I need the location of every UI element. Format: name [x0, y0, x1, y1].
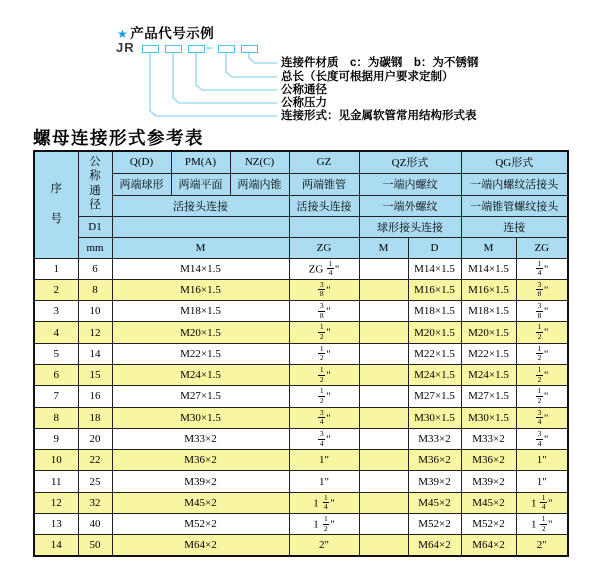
cell-qg_zg: $\frac{3}{8}$ "	[516, 301, 568, 322]
cell-qg_m: M33×2	[461, 428, 516, 449]
cell-m: M36×2	[112, 450, 289, 471]
cell-dn: 25	[78, 471, 112, 492]
cell-qz_m	[359, 450, 408, 471]
cell-qg_zg: 2"	[516, 535, 568, 556]
cell-qz_d: M14×1.5	[408, 258, 461, 279]
cell-qz_d: M52×2	[408, 514, 461, 535]
cell-qg_zg: $\frac{3}{4}$ "	[516, 428, 568, 449]
cell-qz_m	[359, 343, 408, 364]
table-title: 螺母连接形式参考表	[33, 128, 204, 148]
cell-m: M20×1.5	[112, 322, 289, 343]
header-type-q: Q(D)	[112, 151, 171, 173]
cell-dn: 8	[78, 279, 112, 300]
cell-dn: 18	[78, 407, 112, 428]
header-conn-qg-taper: 一端锥管螺纹接头	[461, 195, 568, 216]
cell-m: M14×1.5	[112, 258, 289, 279]
cell-qz_d: M64×2	[408, 535, 461, 556]
cell-m: M22×1.5	[112, 343, 289, 364]
table-row	[34, 322, 568, 343]
cell-qg_zg: 1 $\frac{1}{4}$ "	[516, 492, 568, 513]
cell-no: 5	[34, 343, 78, 364]
table-row	[34, 471, 568, 492]
table-header	[34, 151, 568, 258]
cell-qg_zg: $\frac{3}{8}$ "	[516, 279, 568, 300]
code-prefix: JR	[116, 40, 135, 55]
cell-gz: $\frac{1}{2}$ "	[289, 343, 359, 364]
cell-no: 9	[34, 428, 78, 449]
diagram-heading	[117, 22, 214, 42]
cell-m: M64×2	[112, 535, 289, 556]
header-desc-qz: 一端内螺纹	[359, 173, 461, 195]
table-row	[34, 535, 568, 556]
cell-dn: 14	[78, 343, 112, 364]
cell-dn: 40	[78, 514, 112, 535]
cell-gz: $\frac{3}{4}$ "	[289, 407, 359, 428]
cell-no: 4	[34, 322, 78, 343]
cell-no: 11	[34, 471, 78, 492]
cell-qg_m: M24×1.5	[461, 364, 516, 385]
cell-dn: 22	[78, 450, 112, 471]
cell-m: M33×2	[112, 428, 289, 449]
table-row	[34, 364, 568, 385]
cell-qg_m: M52×2	[461, 514, 516, 535]
table-row	[34, 428, 568, 449]
cell-m: M45×2	[112, 492, 289, 513]
cell-m: M27×1.5	[112, 386, 289, 407]
header-d1: D1	[78, 216, 112, 237]
code-box-3	[188, 45, 205, 53]
cell-qz_d: M16×1.5	[408, 279, 461, 300]
header-unit-m-main: M	[112, 237, 289, 258]
cell-qg_m: M22×1.5	[461, 343, 516, 364]
code-box-1	[142, 45, 159, 53]
code-box-4	[218, 45, 235, 53]
cell-no: 10	[34, 450, 78, 471]
label-connection-form: 连接形式：见金属软管常用结构形式表	[281, 110, 477, 122]
cell-no: 14	[34, 535, 78, 556]
code-dash: –	[206, 39, 213, 54]
cell-gz: $\frac{1}{2}$ "	[289, 364, 359, 385]
cell-qg_zg: 1 $\frac{1}{2}$ "	[516, 514, 568, 535]
cell-no: 13	[34, 514, 78, 535]
cell-gz: $\frac{3}{8}$ "	[289, 301, 359, 322]
cell-gz: $\frac{1}{2}$ "	[289, 322, 359, 343]
cell-qz_m	[359, 258, 408, 279]
cell-dn: 12	[78, 322, 112, 343]
header-desc-pm: 两端平面	[171, 173, 230, 195]
nut-connection-table	[33, 150, 569, 557]
cell-qg_m: M14×1.5	[461, 258, 516, 279]
cell-m: M52×2	[112, 514, 289, 535]
cell-qg_m: M27×1.5	[461, 386, 516, 407]
header-type-nz: NZ(C)	[230, 151, 289, 173]
cell-qg_m: M16×1.5	[461, 279, 516, 300]
cell-qg_m: M30×1.5	[461, 407, 516, 428]
cell-qz_m	[359, 301, 408, 322]
header-type-gz: GZ	[289, 151, 359, 173]
cell-qz_d: M18×1.5	[408, 301, 461, 322]
header-nominal-diameter: 公称通径	[78, 151, 112, 216]
code-box-2	[165, 45, 182, 53]
cell-qg_zg: $\frac{1}{2}$ "	[516, 386, 568, 407]
diagram-heading-text: 产品代号示例	[130, 26, 215, 41]
table-row	[34, 386, 568, 407]
header-conn-union: 活接头连接	[112, 195, 289, 216]
cell-dn: 16	[78, 386, 112, 407]
table-row	[34, 258, 568, 279]
cell-qg_m: M20×1.5	[461, 322, 516, 343]
label-nominal-diameter: 公称通径	[281, 84, 327, 96]
cell-dn: 10	[78, 301, 112, 322]
header-desc-qg: 一端内螺纹活接头	[461, 173, 568, 195]
cell-m: M24×1.5	[112, 364, 289, 385]
cell-gz: 2"	[289, 535, 359, 556]
cell-qg_zg: $\frac{3}{4}$ "	[516, 407, 568, 428]
header-seq: 序号	[34, 151, 78, 258]
cell-qz_d: M27×1.5	[408, 386, 461, 407]
cell-qz_m	[359, 535, 408, 556]
cell-qg_zg: $\frac{1}{4}$ "	[516, 258, 568, 279]
cell-gz: $\frac{3}{8}$ "	[289, 279, 359, 300]
cell-gz: 1 $\frac{1}{4}$ "	[289, 492, 359, 513]
code-box-5	[241, 45, 258, 53]
header-desc-nz: 两端内锥	[230, 173, 289, 195]
cell-qz_d: M45×2	[408, 492, 461, 513]
cell-qz_m	[359, 322, 408, 343]
header-empty-gz	[289, 216, 359, 237]
header-unit-zg-qg: ZG	[516, 237, 568, 258]
table-row	[34, 343, 568, 364]
cell-m: M16×1.5	[112, 279, 289, 300]
cell-qz_m	[359, 407, 408, 428]
cell-no: 3	[34, 301, 78, 322]
cell-qz_m	[359, 471, 408, 492]
label-total-length: 总长（长度可根据用户要求定制）	[281, 71, 454, 83]
cell-gz: 1"	[289, 471, 359, 492]
cell-qg_zg: $\frac{1}{2}$ "	[516, 343, 568, 364]
cell-qz_m	[359, 386, 408, 407]
table-row	[34, 301, 568, 322]
star-icon: ★	[117, 27, 129, 41]
header-type-pm: PM(A)	[171, 151, 230, 173]
cell-qg_m: M36×2	[461, 450, 516, 471]
header-type-qg: QG形式	[461, 151, 568, 173]
cell-qg_m: M39×2	[461, 471, 516, 492]
table-row	[34, 514, 568, 535]
header-conn-qz-ball: 球形接头连接	[359, 216, 461, 237]
cell-qz_m	[359, 279, 408, 300]
header-conn-qg-conn: 连接	[461, 216, 568, 237]
label-nominal-pressure: 公称压力	[281, 97, 327, 109]
cell-qz_d: M20×1.5	[408, 322, 461, 343]
label-material: 连接件材质 c：为碳钢 b：为不锈钢	[281, 57, 479, 69]
table-row	[34, 407, 568, 428]
table-row	[34, 492, 568, 513]
cell-qz_m	[359, 428, 408, 449]
cell-no: 6	[34, 364, 78, 385]
cell-dn: 6	[78, 258, 112, 279]
header-unit-zg-gz: ZG	[289, 237, 359, 258]
cell-dn: 50	[78, 535, 112, 556]
cell-gz: ZG $\frac{1}{4}$ "	[289, 258, 359, 279]
cell-qz_d: M30×1.5	[408, 407, 461, 428]
header-empty-union	[112, 216, 289, 237]
cell-dn: 32	[78, 492, 112, 513]
header-unit-m-qg: M	[461, 237, 516, 258]
cell-m: M18×1.5	[112, 301, 289, 322]
cell-qz_d: M39×2	[408, 471, 461, 492]
cell-qg_m: M45×2	[461, 492, 516, 513]
cell-qg_m: M18×1.5	[461, 301, 516, 322]
cell-no: 1	[34, 258, 78, 279]
cell-qz_d: M22×1.5	[408, 343, 461, 364]
cell-qg_zg: $\frac{1}{2}$ "	[516, 322, 568, 343]
cell-dn: 20	[78, 428, 112, 449]
header-conn-gz: 活接头连接	[289, 195, 359, 216]
cell-qz_m	[359, 492, 408, 513]
cell-dn: 15	[78, 364, 112, 385]
cell-no: 2	[34, 279, 78, 300]
header-unit-m-qz: M	[359, 237, 408, 258]
cell-no: 12	[34, 492, 78, 513]
cell-qz_d: M36×2	[408, 450, 461, 471]
cell-qg_m: M64×2	[461, 535, 516, 556]
cell-m: M39×2	[112, 471, 289, 492]
cell-gz: 1 $\frac{1}{2}$ "	[289, 514, 359, 535]
cell-gz: $\frac{1}{2}$ "	[289, 386, 359, 407]
table-row	[34, 450, 568, 471]
table-body	[34, 258, 568, 556]
cell-no: 7	[34, 386, 78, 407]
cell-no: 8	[34, 407, 78, 428]
cell-gz: 1"	[289, 450, 359, 471]
header-mm: mm	[78, 237, 112, 258]
cell-gz: $\frac{3}{4}$ "	[289, 428, 359, 449]
cell-qg_zg: 1"	[516, 450, 568, 471]
header-desc-gz: 两端锥管	[289, 173, 359, 195]
cell-qz_d: M33×2	[408, 428, 461, 449]
cell-m: M30×1.5	[112, 407, 289, 428]
cell-qz_m	[359, 364, 408, 385]
header-type-qz: QZ形式	[359, 151, 461, 173]
header-desc-q: 两端球形	[112, 173, 171, 195]
header-conn-qz-ext: 一端外螺纹	[359, 195, 461, 216]
cell-qg_zg: $\frac{1}{2}$ "	[516, 364, 568, 385]
cell-qz_m	[359, 514, 408, 535]
header-unit-d-qz: D	[408, 237, 461, 258]
cell-qg_zg: 1"	[516, 471, 568, 492]
cell-qz_d: M24×1.5	[408, 364, 461, 385]
table-row	[34, 279, 568, 300]
